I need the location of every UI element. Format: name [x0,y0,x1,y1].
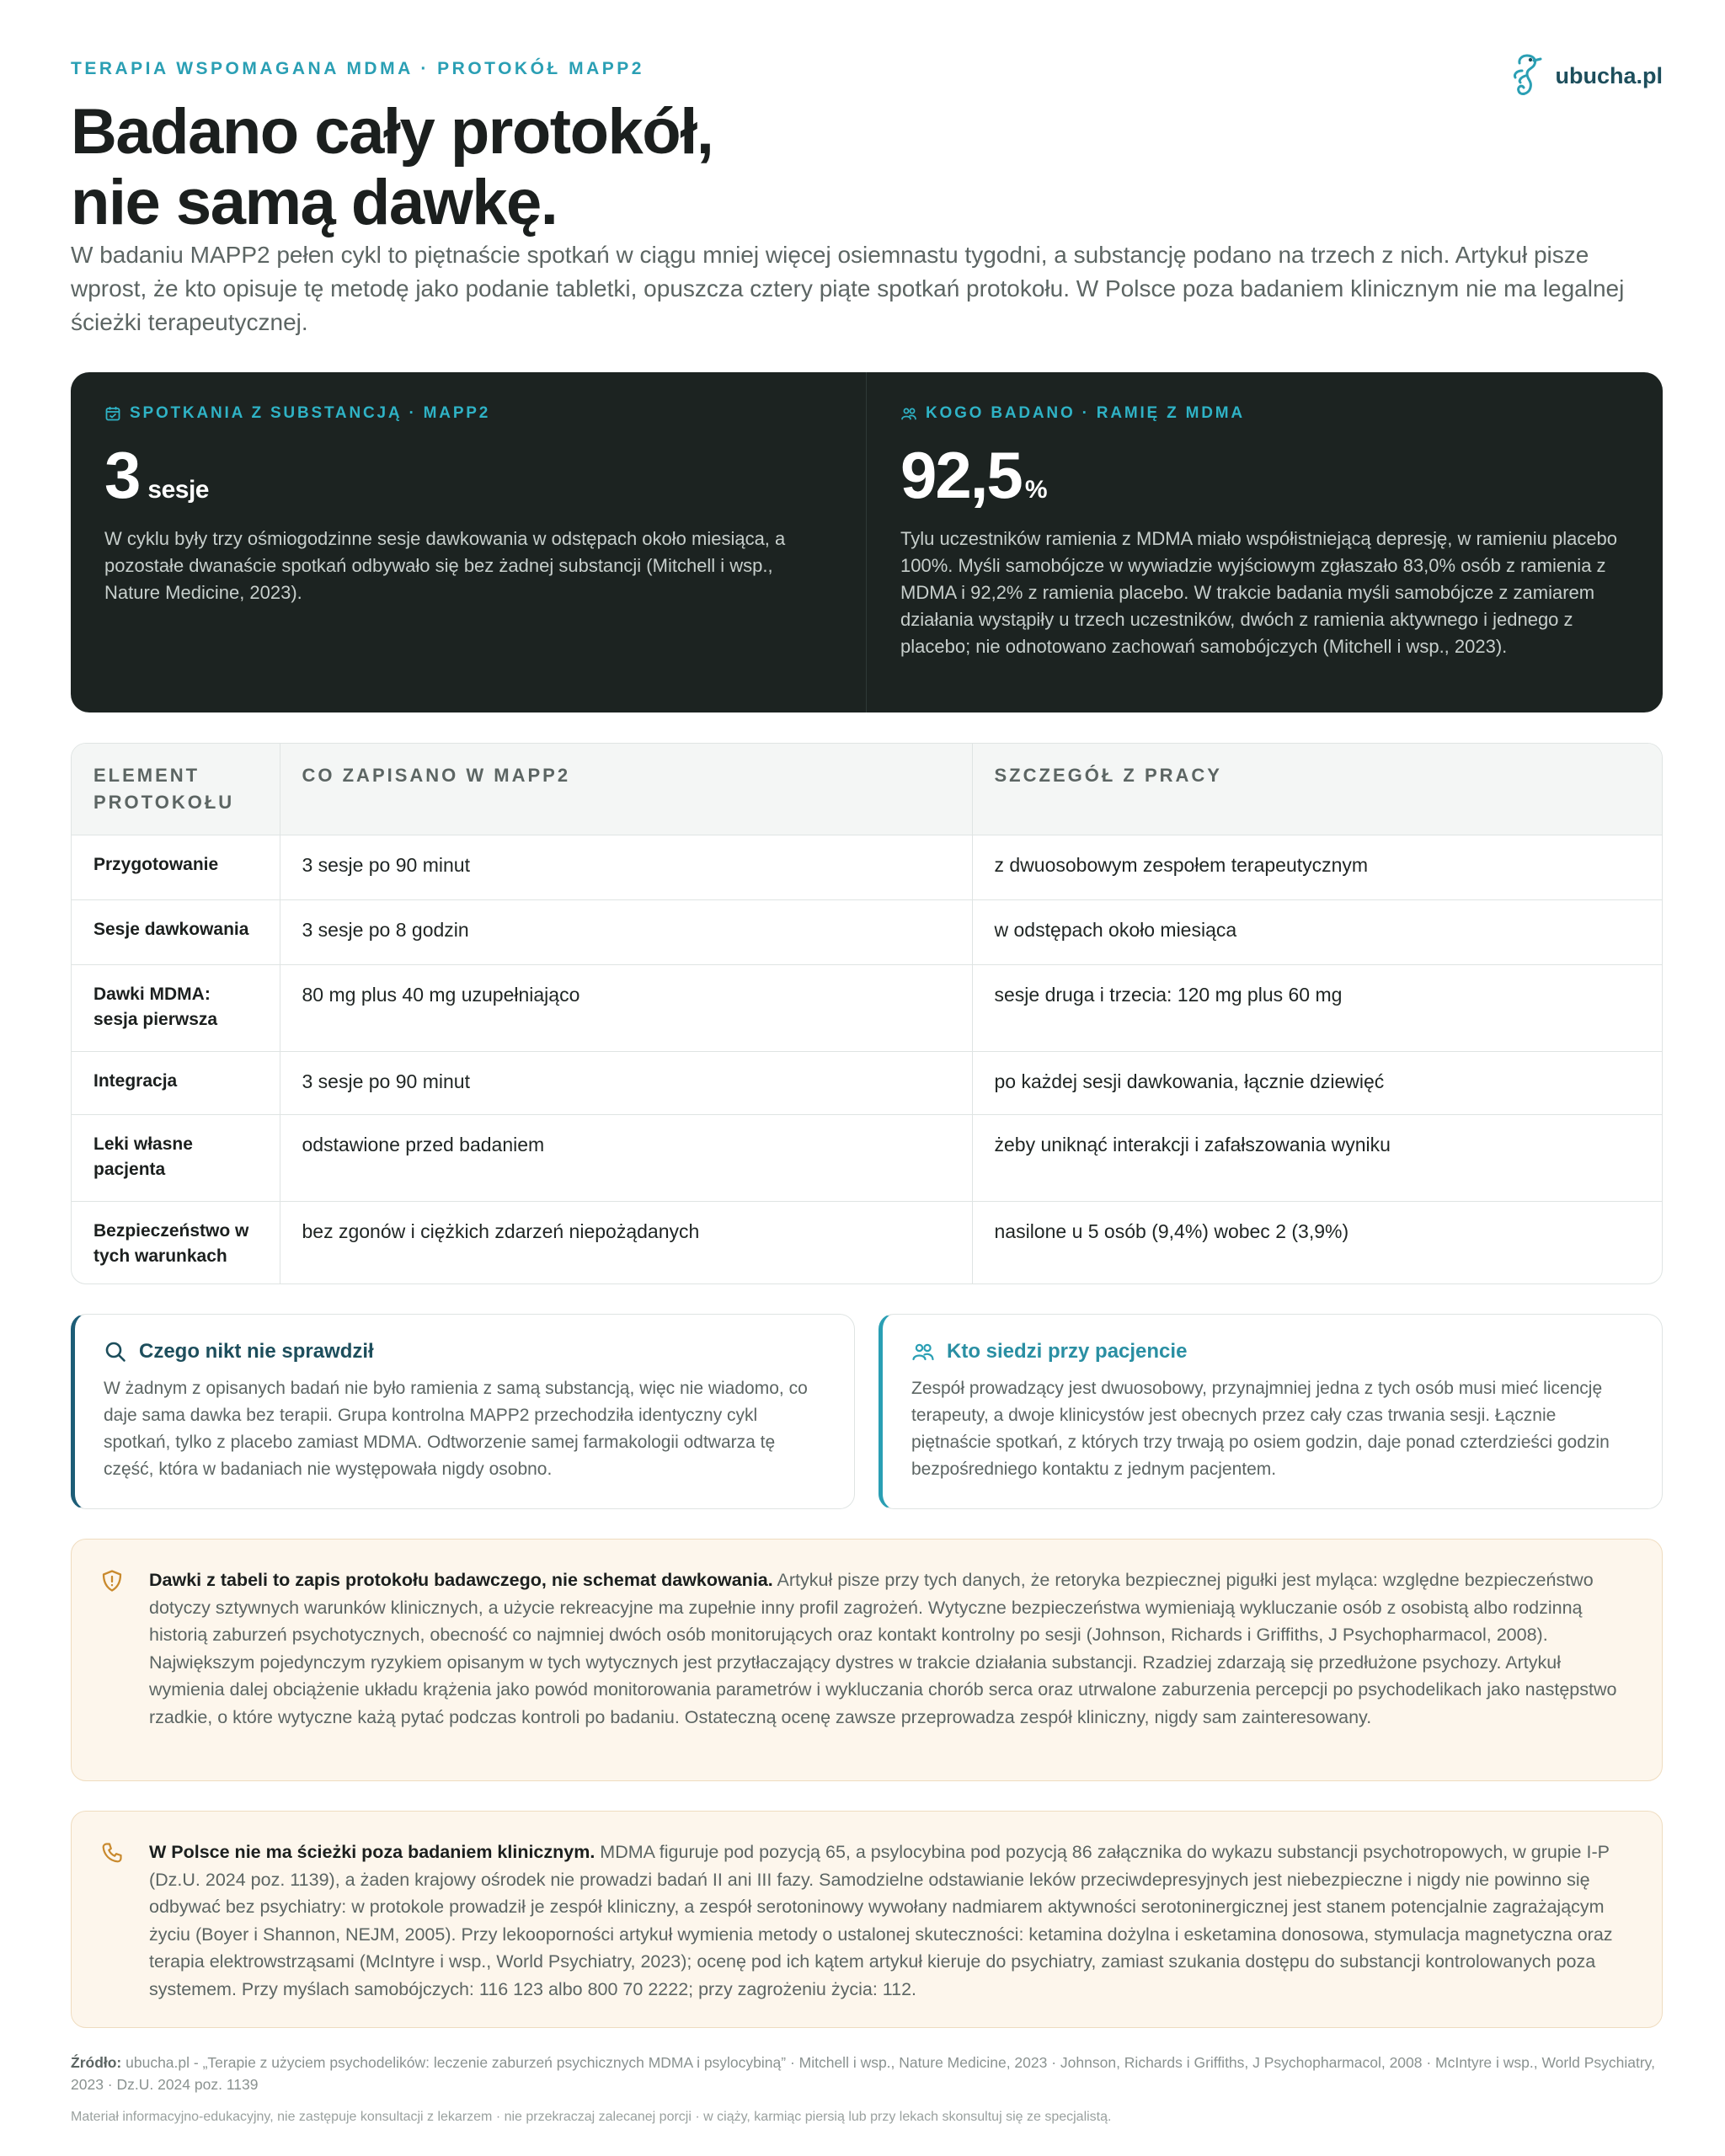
page [71,0,1663,2156]
lead-paragraph: W badaniu MAPP2 pełen cykl to piętnaście spotkań w ciągu mniej więcej osiemnastu tygodni, a substancję podano na trzech z nich. Artykuł pisze wprost, że kto opisuje tę metodę jako podanie tabletki, opuszcza cztery piąte spotkań protokołu. W Polsce poza badaniem klinicznym nie ma legalnej ścieżki terapeutycznej. [71,242,1625,335]
info-card-title [104,1340,827,1364]
table-row [72,1114,1663,1201]
brand-name: ubucha.pl [1555,62,1663,88]
table-row [72,964,1663,1051]
warning-body: Artykuł pisze przy tych danych, że retoryka bezpiecznej pigułki jest myląca: względne bezpieczeństwo dotyczy sztywnych warunków klinicznych, a użycie rekreacyjne ma zupełnie inny profil zagrożeń. Wytyczne bezpieczeństwa wymieniają wykluczanie osób z osobistą albo rodzinną historią zaburzeń psychotycznych, obecność co najmniej dwóch osób monitorujących oraz kontakt kontrolny po sesji (Johnson, Richards i Griffiths, J Psychopharmacol, 2008). Największym pojedynczym ryzykiem opisanym w tych wytycznych jest przytłaczający dystres w trakcie działania substancji. Rzadziej zdarzają się przedłużone psychozy. Artykuł wymienia dalej obciążenie układu krążenia jako powód monitorowania parametrów i wykluczania chorób serca oraz utrwalone zaburzenia percepcji po psychodelikach jako następstwo rzadkie, o które wytyczne każą pytać podczas kontroli po badaniu. Ostateczną ocenę zawsze przeprowadza zespół kliniczny, nigdy sam zainteresowany. [149,1570,1617,1727]
protocol-table [71,743,1663,1284]
stat-sessions-label [104,404,832,423]
table-row [72,899,1663,964]
source-citation [71,2052,1663,2095]
info-card-unverified [71,1314,855,1509]
stat-participants-label-text: KOGO BADANO · RAMIĘ Z MDMA [926,404,1245,422]
table-cell-element: Leki własne pacjenta [72,1114,280,1201]
warning-bold: Dawki z tabeli to zapis protokołu badawczego, nie schemat dawkowania. [149,1570,773,1590]
info-card-title-text: Kto siedzi przy pacjencie [947,1340,1188,1363]
table-cell-record: 3 sesje po 8 godzin [280,899,972,964]
stats-card [71,372,1663,712]
table-cell-record: bez zgonów i ciężkich zdarzeń niepożądanych [280,1201,972,1283]
column-header: SZCZEGÓŁ Z PRACY [972,744,1663,835]
stat-participants-description: Tylu uczestników ramienia z MDMA miało współistniejącą depresję, w ramieniu placebo 100%. Myśli samobójcze w wywiadzie wyjściowym zgłaszało 83,0% osób z ramienia z MDMA i 92,2% z ramienia placebo. W trakcie badania myśli samobójcze z zamiarem działania wystąpiły u trzech uczestników, dwóch z ramienia aktywnego i jednego z placebo; nie odnotowano zachowań samobójczych (Mitchell i wsp., 2023). [900,528,1618,657]
seahorse-logo-icon [1505,51,1546,101]
table-cell-detail: żeby uniknąć interakcji i zafałszowania wyniku [972,1114,1663,1201]
stat-sessions-label-text: SPOTKANIA Z SUBSTANCJĄ · MAPP2 [130,404,491,422]
stat-participants-value [900,438,1629,512]
warning-box-poland [71,1811,1663,2028]
stat-participants-unit: % [1024,476,1047,504]
info-card-text: Zespół prowadzący jest dwuosobowy, przynajmniej jedna z tych osób musi mieć licencję terapeuty, a dwoje klinicystów jest obecnych przez cały czas trwania sesji. Łącznie piętnaście spotkań, z których trzy trwają po osiem godzin, daje ponad czterdzieści godzin bezpośredniego kontaktu z jednym pacjentem. [911,1379,1610,1479]
stat-participants [867,372,1663,712]
stat-sessions-unit: sesje [147,476,209,504]
column-header: ELEMENT PROTOKOŁU [72,744,280,835]
stat-participants-number: 92,5 [900,438,1022,512]
table-cell-element: Dawki MDMA: sesja pierwsza [72,964,280,1051]
table-cell-detail: po każdej sesji dawkowania, łącznie dziewięć [972,1051,1663,1114]
table-row [72,1051,1663,1114]
table-cell-element: Sesje dawkowania [72,899,280,964]
page-title [71,97,713,238]
calendar-icon [104,405,121,422]
warning-bold: W Polsce nie ma ścieżki poza badaniem klinicznym. [149,1842,595,1862]
info-card-team [879,1314,1663,1509]
table-cell-element: Przygotowanie [72,835,280,899]
warning-text [149,1566,1632,1731]
table-cell-record: 3 sesje po 90 minut [280,835,972,899]
table-cell-element: Bezpieczeństwo w tych warunkach [72,1201,280,1283]
shield-alert-icon [100,1569,124,1593]
table-cell-element: Integracja [72,1051,280,1114]
warning-body: MDMA figuruje pod pozycją 65, a psylocybina pod pozycją 86 załącznika do wykazu substancji psychotropowych, w grupie I-P (Dz.U. 2024 poz. 1139), a żaden krajowy ośrodek nie prowadzi badań II ani III fazy. Samodzielne odstawianie leków przeciwdepresyjnych jest niebezpieczne i nigdy nie powinno się odbywać bez psychiatry: w protokole prowadził je zespół kliniczny, a zespół serotoninowy wywołany nadmiarem aktywności serotoninergicznej jest stanem potencjalnie zagrażającym życiu (Boyer i Shannon, NEJM, 2005). Przy lekooporności artykuł wymienia metody o ustalonej skuteczności: ketamina dożylna i esketamina donosowa, stymulacja magnetyczna oraz terapia elektrowstrząsami (McIntyre i wsp., World Psychiatry, 2023); ocenę pod ich kątem artykuł kieruje do psychiatry, zamiast szukania dostępu do substancji kontrolowanych poza systemem. Przy myślach samobójczych: 116 123 albo 800 70 2222; przy zagrożeniu życia: 112. [149,1842,1613,1999]
title-line-1: Badano cały protokół, [71,96,713,168]
column-header: CO ZAPISANO W MAPP2 [280,744,972,835]
table-row [72,835,1663,899]
phone-icon [100,1841,124,1865]
stat-sessions-number: 3 [104,438,140,512]
people-icon [900,405,917,422]
table-cell-detail: w odstępach około miesiąca [972,899,1663,964]
table-cell-record: 80 mg plus 40 mg uzupełniająco [280,964,972,1051]
stat-sessions [71,372,867,712]
table-cell-record: 3 sesje po 90 minut [280,1051,972,1114]
table-cell-record: odstawione przed badaniem [280,1114,972,1201]
warning-text [149,1838,1632,2003]
info-card-text: W żadnym z opisanych badań nie było ramienia z samą substancją, więc nie wiadomo, co daje sama dawka bez terapii. Grupa kontrolna MAPP2 przechodziła identyczny cykl spotkań, tylko z placebo zamiast MDMA. Odtworzenie samej farmakologii odtwarza tę część, która w badaniach nie występowała nigdy osobno. [104,1379,808,1479]
people-icon [911,1340,935,1364]
brand[interactable] [1505,51,1664,101]
title-line-2: nie samą dawkę. [71,167,558,238]
stat-participants-label [900,404,1629,423]
disclaimer: Materiał informacyjno-edukacyjny, nie zastępuje konsultacji z lekarzem · nie przekraczaj zalecanej porcji · w ciąży, karmiąc piersią lub przy lekach skonsultuj się ze specjalistą. [71,2110,1112,2124]
table-cell-detail: z dwuosobowym zespołem terapeutycznym [972,835,1663,899]
source-text: ubucha.pl - „Terapie z użyciem psychodelików: leczenie zaburzeń psychicznych MDMA i psylocybiną” · Mitchell i wsp., Nature Medicine, 2023 · Johnson, Richards i Griffiths, J Psychopharmacol, 2008 · McIntyre i wsp., World Psychiatry, 2023 · Dz.U. 2024 poz. 1139 [71,2054,1655,2093]
stat-sessions-description: W cyklu były trzy ośmiogodzinne sesje dawkowania w odstępach około miesiąca, a pozostałe dwanaście spotkań odbywało się bez żadnej substancji (Mitchell i wsp., Nature Medicine, 2023). [104,528,786,603]
search-icon [104,1340,127,1364]
warning-box-dosage [71,1539,1663,1781]
table-header-row [72,744,1663,835]
info-card-title-text: Czego nikt nie sprawdził [139,1340,374,1363]
eyebrow: TERAPIA WSPOMAGANA MDMA · PROTOKÓŁ MAPP2 [71,59,644,78]
stat-sessions-value [104,438,832,512]
source-label: Źródło: [71,2054,122,2071]
table-cell-detail: sesje druga i trzecia: 120 mg plus 60 mg [972,964,1663,1051]
table-row [72,1201,1663,1283]
table-cell-detail: nasilone u 5 osób (9,4%) wobec 2 (3,9%) [972,1201,1663,1283]
info-card-title [911,1340,1635,1364]
